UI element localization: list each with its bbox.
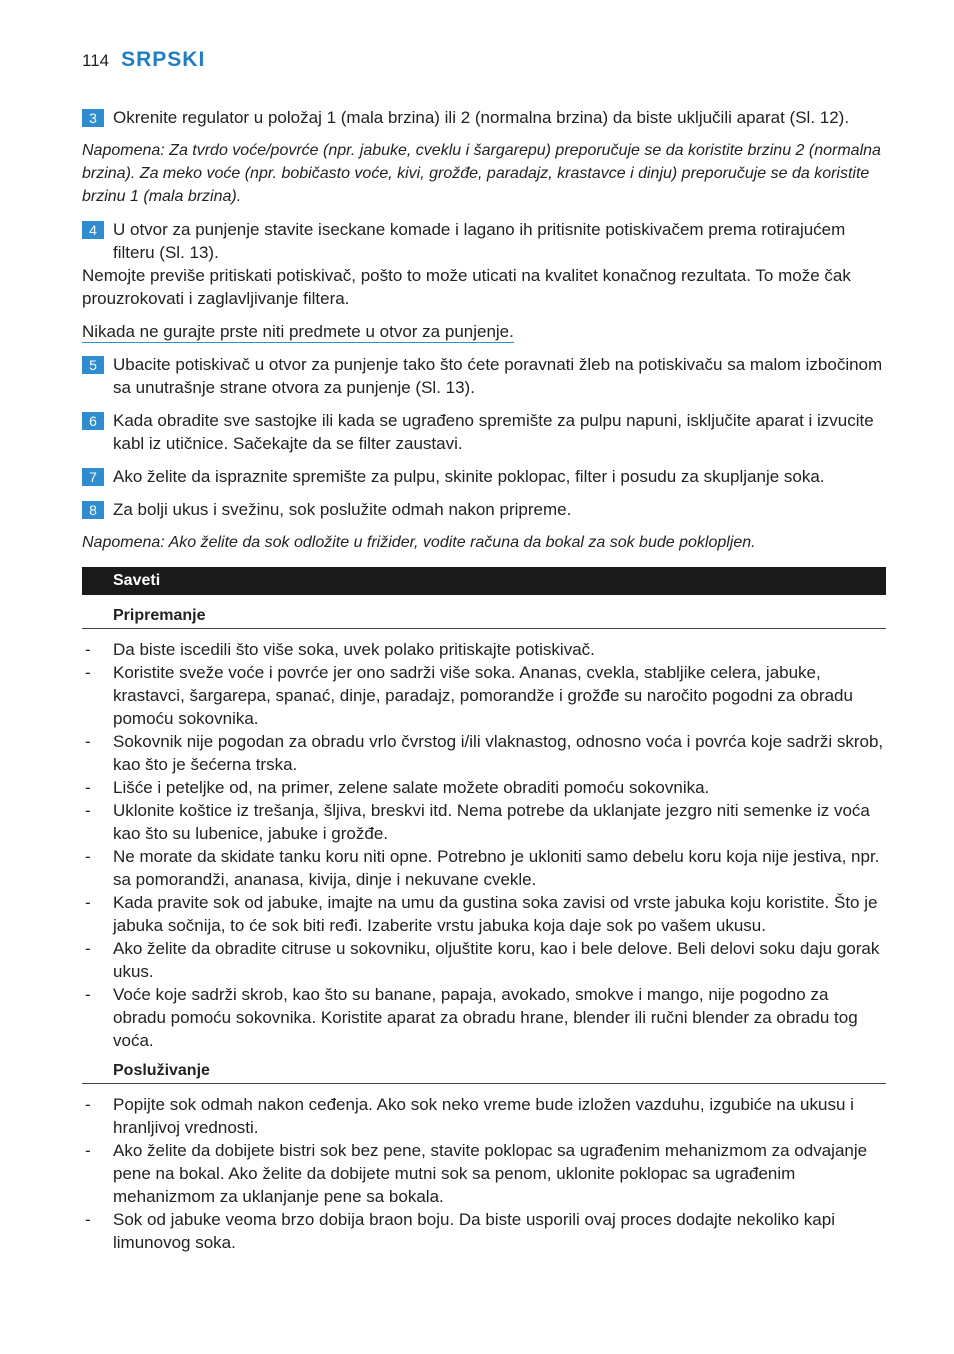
list-item: - Uklonite koštice iz trešanja, šljiva, breskvi itd. Nema potrebe da uklanjate jezgro niti semenke iz voća kao što su lubenice, jabuke i grožđe. (85, 801, 870, 843)
step-number-badge: 7 (82, 468, 104, 486)
list-item: - Koristite sveže voće i povrće jer ono sadrži više soka. Ananas, cvekla, stabljike celera, jabuke, krastavci, šargarepa, spanać, dinje, paradajz, pomorandže i grožđe su naročito pogodni za obradu pomoću sokovnika. (85, 663, 853, 728)
list-item: - Lišće i peteljke od, na primer, zelene salate možete obraditi pomoću sokovnika. (85, 778, 710, 797)
step-3 (82, 106, 886, 129)
list-item: - Popijte sok odmah nakon ceđenja. Ako sok neko vreme bude izložen vazduhu, izgubiće na ukusu i hranljivoj vrednosti. (85, 1095, 854, 1137)
step-number-badge: 8 (82, 501, 104, 519)
list-item: - Kada pravite sok od jabuke, imajte na umu da gustina soka zavisi od vrste jabuka koju koristite. Što je jabuka sočnija, to će sok biti ređi. Izaberite vrstu jabuka koja daje sok po vašem ukusu. (85, 893, 878, 935)
step-number-badge: 5 (82, 356, 104, 374)
step-4 (82, 218, 886, 264)
step-number-badge: 6 (82, 412, 104, 430)
list-item: - Sokovnik nije pogodan za obradu vrlo čvrstog i/ili vlaknastog, odnosno voća i povrća koje sadrži skrob, kao što je šećerna trska. (85, 732, 884, 774)
serving-list (82, 1093, 886, 1254)
step-7 (82, 465, 886, 488)
warning-underlined: Nikada ne gurajte prste niti predmete u otvor za punjenje. (82, 322, 514, 341)
step-text: Ako želite da ispraznite spremište za pulpu, skinite poklopac, filter i posudu za skupljanje soka. (113, 467, 825, 486)
note-speed: Napomena: Za tvrdo voće/povrće (npr. jabuke, cveklu i šargarepu) preporučuje se da koristite brzinu 2 (normalna brzina). Za meko voće (npr. bobičasto voće, kivi, grožđe, paradajz, krastavce i dinju) preporučuje se da koristite brzinu 1 (mala brzina). (82, 142, 881, 205)
preparation-list (82, 638, 886, 1052)
page-content (82, 106, 886, 1262)
language-title: SRPSKI (121, 48, 206, 71)
step-text: Za bolji ukus i svežinu, sok poslužite odmah nakon pripreme. (113, 500, 572, 519)
step-text: U otvor za punjenje stavite iseckane komade i lagano ih pritisnite potiskivačem prema rotirajućem filteru (Sl. 13). (113, 220, 846, 262)
list-item: - Sok od jabuke veoma brzo dobija braon boju. Da biste usporili ovaj proces dodajte nekoliko kapi limunovog soka. (85, 1210, 835, 1252)
note-fridge: Napomena: Ako želite da sok odložite u frižider, vodite računa da bokal za sok bude poklopljen. (82, 534, 756, 551)
step-number-badge: 4 (82, 221, 104, 239)
list-item: - Voće koje sadrži skrob, kao što su banane, papaja, avokado, smokve i mango, nije pogodno za obradu pomoću sokovnika. Koristite aparat za obradu hrane, blender ili ručni blender za obradu tog voća. (85, 985, 858, 1050)
step-number-badge: 3 (82, 109, 104, 127)
step-5 (82, 353, 886, 399)
page-header (82, 48, 205, 74)
step-text: Kada obradite sve sastojke ili kada se ugrađeno spremište za pulpu napuni, isključite aparat i izvucite kabl iz utičnice. Sačekajte da se filter zaustavi. (113, 411, 874, 453)
subheading-preparation: Pripremanje (82, 605, 886, 629)
warning-text (82, 320, 886, 343)
step-6 (82, 409, 886, 455)
list-item: - Ako želite da obradite citruse u sokovniku, oljuštite koru, kao i bele delove. Beli delovi soku daju gorak ukus. (85, 939, 880, 981)
list-item: - Da biste iscedili što više soka, uvek polako pritiskajte potiskivač. (85, 640, 595, 659)
section-title-bar: Saveti (82, 567, 886, 595)
subheading-serving: Posluživanje (82, 1060, 886, 1084)
step-text: Okrenite regulator u položaj 1 (mala brzina) ili 2 (normalna brzina) da biste uključili aparat (Sl. 12). (113, 108, 850, 127)
list-item: - Ne morate da skidate tanku koru niti opne. Potrebno je ukloniti samo debelu koru koja nije jestiva, npr. sa pomorandži, ananasa, kivija, dinje i nekuvane cvekle. (85, 847, 880, 889)
caution-text: Nemojte previše pritiskati potiskivač, pošto to može uticati na kvalitet konačnog rezultata. To može čak prouzrokovati i zaglavljivanje filtera. (82, 266, 851, 308)
page-number: 114 (82, 51, 110, 70)
list-item: - Ako želite da dobijete bistri sok bez pene, stavite poklopac sa ugrađenim mehanizmom za odvajanje pene na bokal. Ako želite da dobijete mutni sok sa penom, uklonite poklopac sa ugrađenim mehanizmom za uklanjanje pene sa bokala. (85, 1141, 868, 1206)
step-text: Ubacite potiskivač u otvor za punjenje tako što ćete poravnati žleb na potiskivaču sa malom izbočinom sa unutrašnje strane otvora za punjenje (Sl. 13). (113, 355, 883, 397)
step-8 (82, 498, 886, 521)
